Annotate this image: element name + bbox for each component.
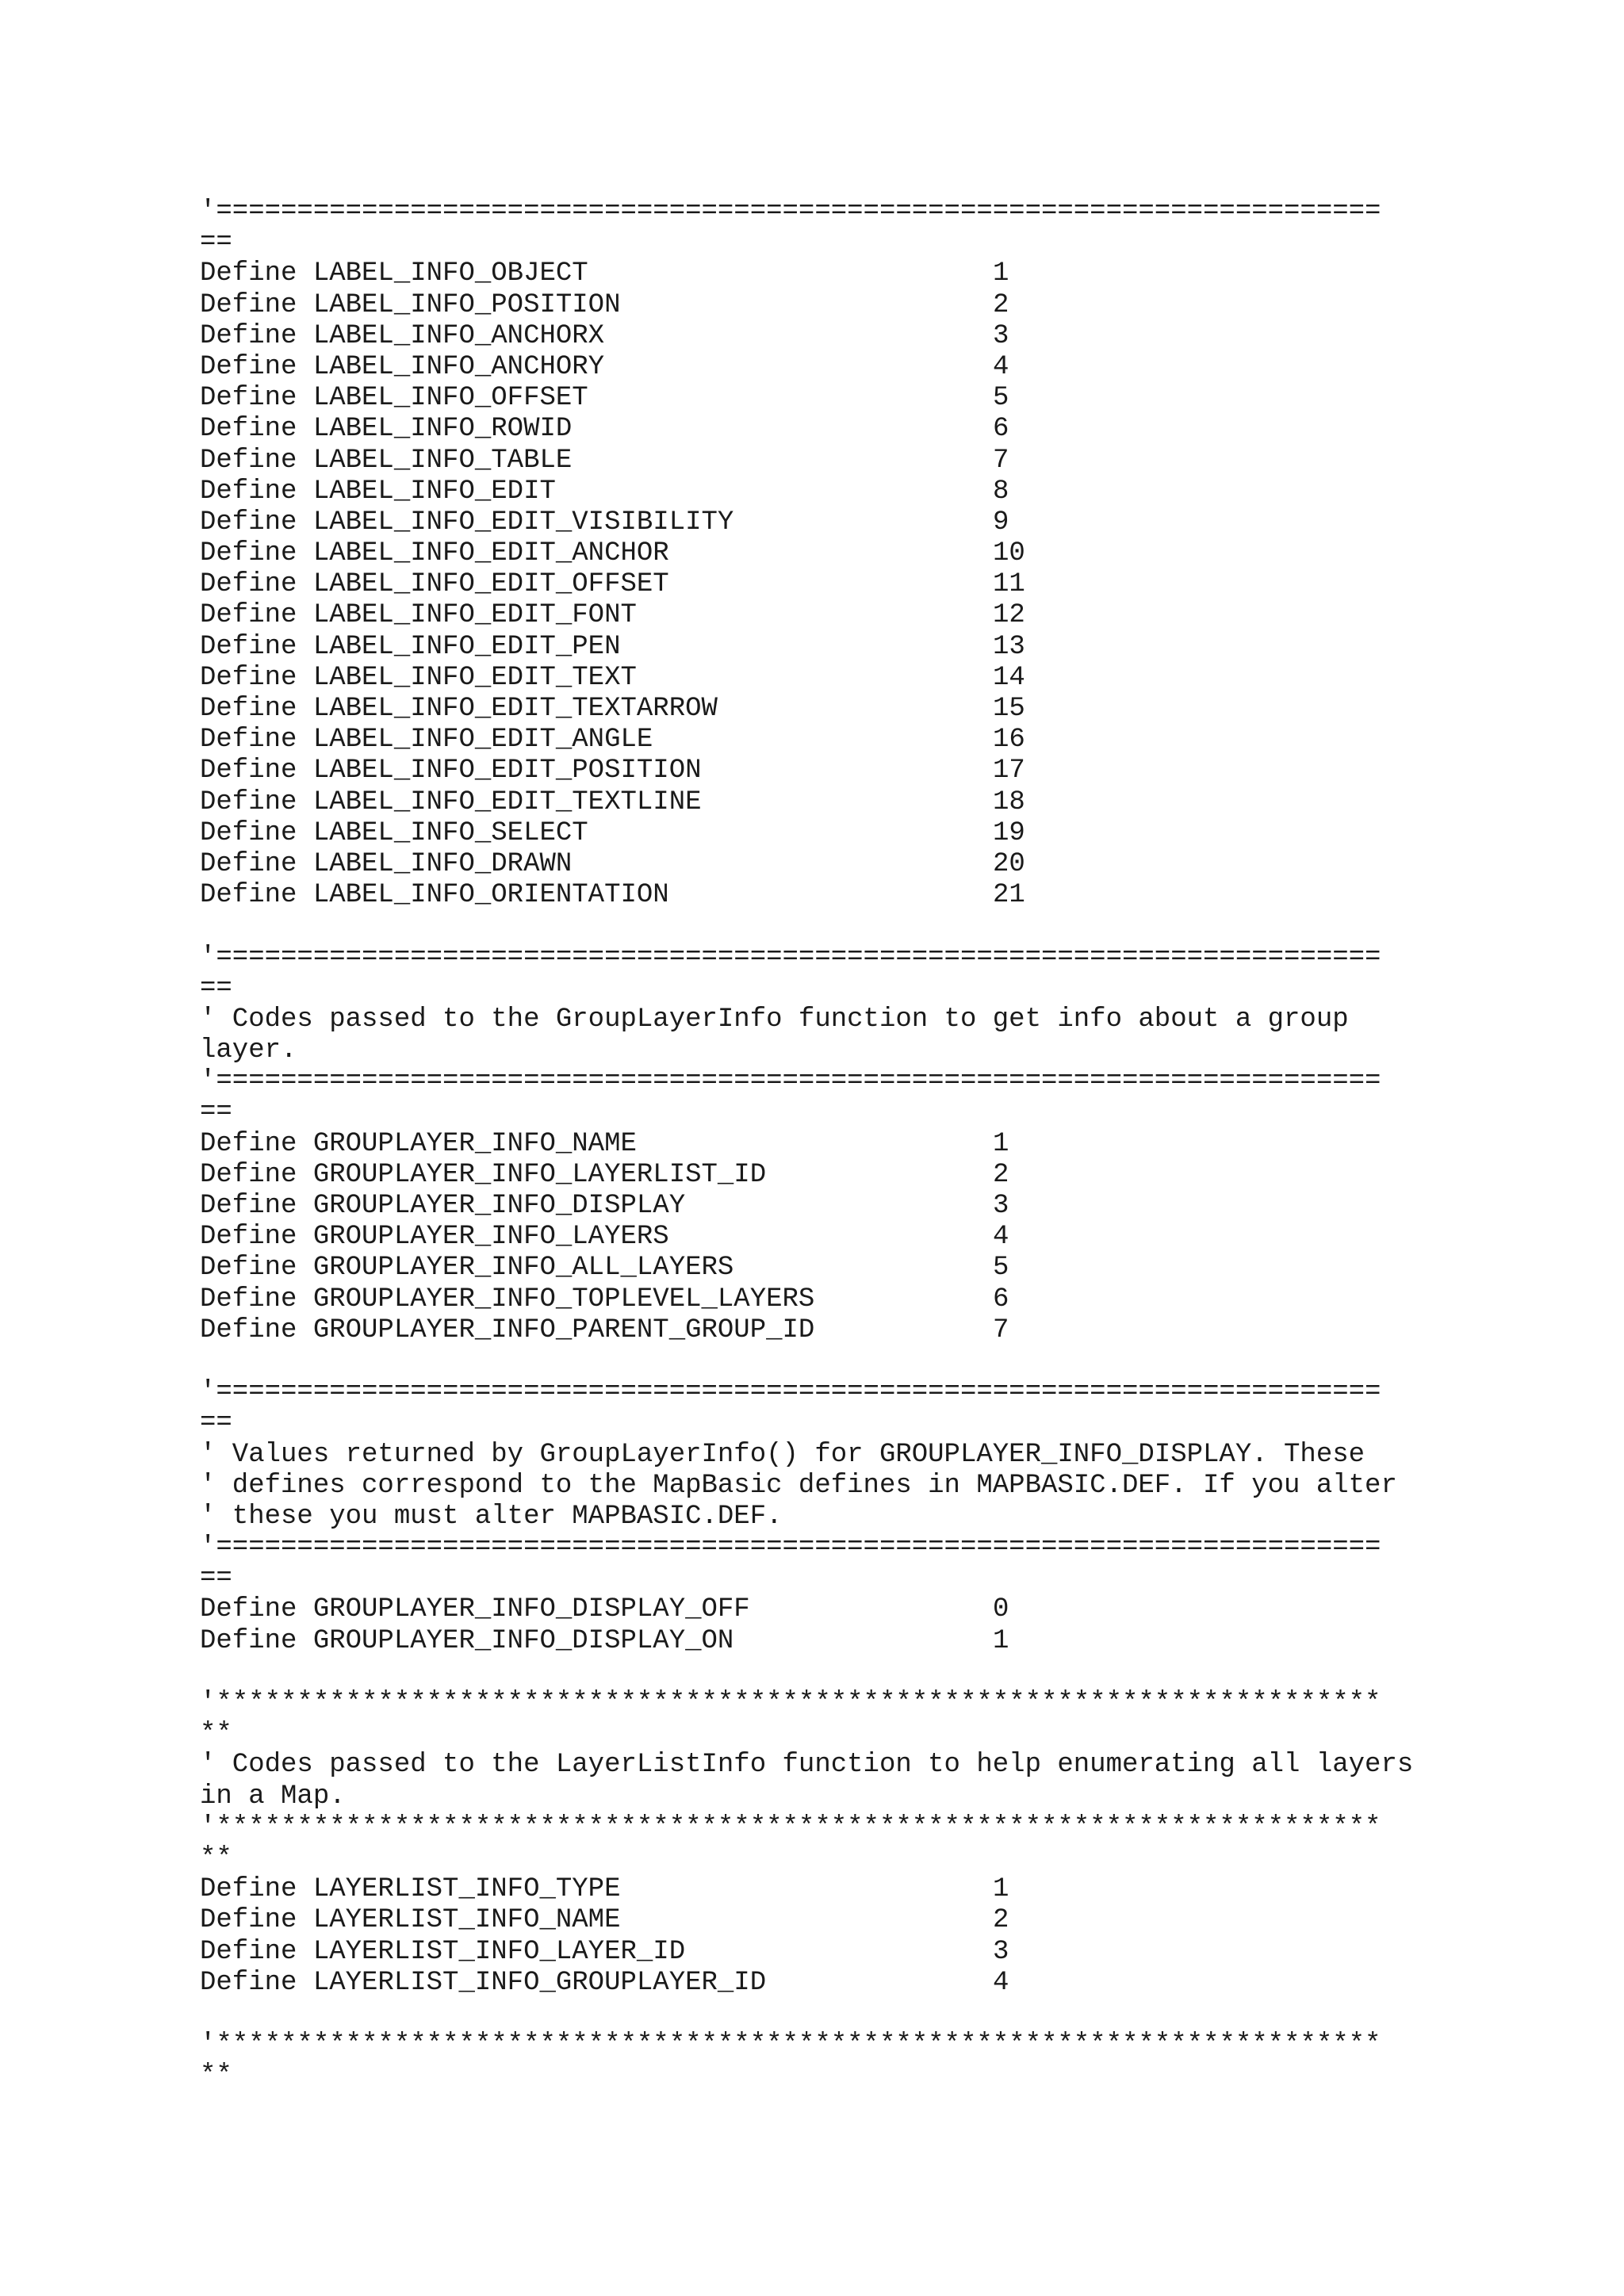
comment-line: '======================================================================== — [200, 197, 1381, 227]
define-line — [200, 725, 1413, 756]
define-line — [200, 632, 1413, 663]
define-line — [200, 1594, 1413, 1625]
define-value: 20 — [993, 848, 1025, 879]
comment-line: ' these you must alter MAPBASIC.DEF. — [200, 1501, 783, 1532]
define-value: 6 — [993, 1284, 1009, 1314]
define-name: Define LABEL_INFO_EDIT_FONT — [200, 600, 637, 631]
define-value: 13 — [993, 631, 1025, 662]
define-line — [200, 1160, 1413, 1191]
define-name: Define LABEL_INFO_EDIT — [200, 476, 556, 507]
define-line — [200, 507, 1413, 538]
define-name: Define LABEL_INFO_EDIT_TEXTARROW — [200, 694, 718, 724]
define-value: 2 — [993, 289, 1009, 320]
define-value: 3 — [993, 1191, 1009, 1221]
define-name: Define GROUPLAYER_INFO_LAYERS — [200, 1222, 669, 1253]
comment-line: ' Values returned by GroupLayerInfo() for GROUPLAYER_INFO_DISPLAY. These — [200, 1439, 1365, 1470]
define-name: Define LABEL_INFO_OBJECT — [200, 258, 588, 289]
define-line — [200, 1253, 1413, 1284]
define-value: 10 — [993, 538, 1025, 569]
define-name: Define LABEL_INFO_EDIT_ANCHOR — [200, 538, 669, 569]
define-line — [200, 476, 1413, 507]
define-value: 3 — [993, 320, 1009, 351]
comment-line: '======================================================================== — [200, 1377, 1381, 1408]
comment-line: '************************************************************************ — [200, 1688, 1381, 1718]
define-line — [200, 1129, 1413, 1160]
define-value: 19 — [993, 817, 1025, 848]
define-name: Define LAYERLIST_INFO_LAYER_ID — [200, 1936, 686, 1967]
define-value: 0 — [993, 1594, 1009, 1625]
define-name: Define LABEL_INFO_EDIT_TEXT — [200, 662, 637, 693]
define-name: Define GROUPLAYER_INFO_ALL_LAYERS — [200, 1253, 734, 1284]
comment-line: == — [200, 228, 232, 258]
define-line — [200, 1905, 1413, 1936]
define-value: 17 — [993, 756, 1025, 786]
define-line — [200, 1937, 1413, 1968]
define-line — [200, 1626, 1413, 1657]
define-value: 14 — [993, 662, 1025, 693]
comment-line: ' Codes passed to the GroupLayerInfo function to get info about a group — [200, 1004, 1349, 1035]
define-value: 5 — [993, 1253, 1009, 1284]
define-line — [200, 290, 1413, 321]
define-line — [200, 1315, 1413, 1346]
define-value: 7 — [993, 1314, 1009, 1345]
comment-line: ** — [200, 1719, 232, 1750]
define-value: 2 — [993, 1905, 1009, 1936]
define-value: 1 — [993, 1874, 1009, 1905]
define-value: 1 — [993, 1128, 1009, 1159]
define-line — [200, 1968, 1413, 1999]
define-value: 11 — [993, 569, 1025, 600]
define-name: Define LABEL_INFO_ANCHORY — [200, 351, 605, 382]
blank-line — [200, 1346, 1413, 1377]
define-line — [200, 1191, 1413, 1222]
define-name: Define LABEL_INFO_POSITION — [200, 289, 621, 320]
define-line — [200, 414, 1413, 445]
comment-line: == — [200, 1097, 232, 1128]
blank-line — [200, 1657, 1413, 1688]
comment-line: == — [200, 973, 232, 1004]
define-value: 3 — [993, 1936, 1009, 1967]
define-name: Define LABEL_INFO_DRAWN — [200, 848, 573, 879]
define-name: Define GROUPLAYER_INFO_PARENT_GROUP_ID — [200, 1314, 815, 1345]
define-value: 15 — [993, 694, 1025, 724]
comment-line: ** — [200, 2061, 232, 2091]
define-line — [200, 321, 1413, 352]
comment-line: ' Codes passed to the LayerListInfo function to help enumerating all layers — [200, 1750, 1414, 1781]
comment-line: in a Map. — [200, 1781, 346, 1812]
define-line — [200, 569, 1413, 600]
define-line — [200, 787, 1413, 818]
define-value: 2 — [993, 1159, 1009, 1190]
define-value: 9 — [993, 507, 1009, 538]
define-value: 4 — [993, 1222, 1009, 1253]
define-line — [200, 258, 1413, 289]
define-value: 1 — [993, 1625, 1009, 1656]
define-line — [200, 600, 1413, 631]
define-line — [200, 663, 1413, 694]
define-name: Define LABEL_INFO_ROWID — [200, 414, 573, 445]
comment-line: '======================================================================== — [200, 1066, 1381, 1097]
define-line — [200, 446, 1413, 476]
define-value: 4 — [993, 1967, 1009, 1998]
define-value: 12 — [993, 600, 1025, 631]
define-name: Define GROUPLAYER_INFO_LAYERLIST_ID — [200, 1159, 767, 1190]
blank-line — [200, 1999, 1413, 2030]
comment-line: '======================================================================== — [200, 1533, 1381, 1563]
define-value: 18 — [993, 786, 1025, 817]
define-line — [200, 1874, 1413, 1905]
define-line — [200, 352, 1413, 383]
define-value: 4 — [993, 351, 1009, 382]
define-name: Define LAYERLIST_INFO_TYPE — [200, 1874, 621, 1905]
define-name: Define LABEL_INFO_TABLE — [200, 445, 573, 476]
define-value: 21 — [993, 880, 1025, 911]
define-name: Define LABEL_INFO_EDIT_ANGLE — [200, 725, 653, 756]
define-name: Define LABEL_INFO_EDIT_OFFSET — [200, 569, 669, 600]
define-name: Define LABEL_INFO_ANCHORX — [200, 320, 605, 351]
define-name: Define LABEL_INFO_EDIT_TEXTLINE — [200, 786, 702, 817]
define-line — [200, 694, 1413, 725]
define-value: 1 — [993, 258, 1009, 289]
comment-line: ' defines correspond to the MapBasic defines in MAPBASIC.DEF. If you alter — [200, 1470, 1397, 1501]
code-listing — [200, 197, 1413, 2091]
define-name: Define LAYERLIST_INFO_NAME — [200, 1905, 621, 1936]
define-line — [200, 849, 1413, 880]
define-line — [200, 538, 1413, 569]
comment-line: == — [200, 1408, 232, 1439]
comment-line: layer. — [200, 1035, 297, 1066]
define-value: 16 — [993, 725, 1025, 756]
comment-line: ** — [200, 1843, 232, 1873]
blank-line — [200, 911, 1413, 942]
define-name: Define LABEL_INFO_EDIT_VISIBILITY — [200, 507, 734, 538]
define-value: 7 — [993, 445, 1009, 476]
define-value: 6 — [993, 414, 1009, 445]
define-name: Define LABEL_INFO_ORIENTATION — [200, 880, 669, 911]
define-line — [200, 880, 1413, 911]
define-name: Define GROUPLAYER_INFO_DISPLAY_OFF — [200, 1594, 750, 1625]
define-line — [200, 818, 1413, 849]
define-name: Define LAYERLIST_INFO_GROUPLAYER_ID — [200, 1967, 767, 1998]
comment-line: '************************************************************************ — [200, 1812, 1381, 1843]
comment-line: '======================================================================== — [200, 942, 1381, 973]
define-name: Define GROUPLAYER_INFO_NAME — [200, 1128, 637, 1159]
define-name: Define GROUPLAYER_INFO_DISPLAY — [200, 1191, 686, 1221]
comment-line: '************************************************************************ — [200, 2030, 1381, 2061]
comment-line: == — [200, 1563, 232, 1594]
define-line — [200, 1284, 1413, 1315]
define-name: Define LABEL_INFO_EDIT_PEN — [200, 631, 621, 662]
define-line — [200, 756, 1413, 786]
define-name: Define GROUPLAYER_INFO_TOPLEVEL_LAYERS — [200, 1284, 815, 1314]
define-name: Define LABEL_INFO_OFFSET — [200, 383, 588, 414]
define-value: 8 — [993, 476, 1009, 507]
define-line — [200, 1222, 1413, 1253]
define-value: 5 — [993, 383, 1009, 414]
define-name: Define GROUPLAYER_INFO_DISPLAY_ON — [200, 1625, 734, 1656]
define-name: Define LABEL_INFO_SELECT — [200, 817, 588, 848]
define-name: Define LABEL_INFO_EDIT_POSITION — [200, 756, 702, 786]
define-line — [200, 383, 1413, 414]
